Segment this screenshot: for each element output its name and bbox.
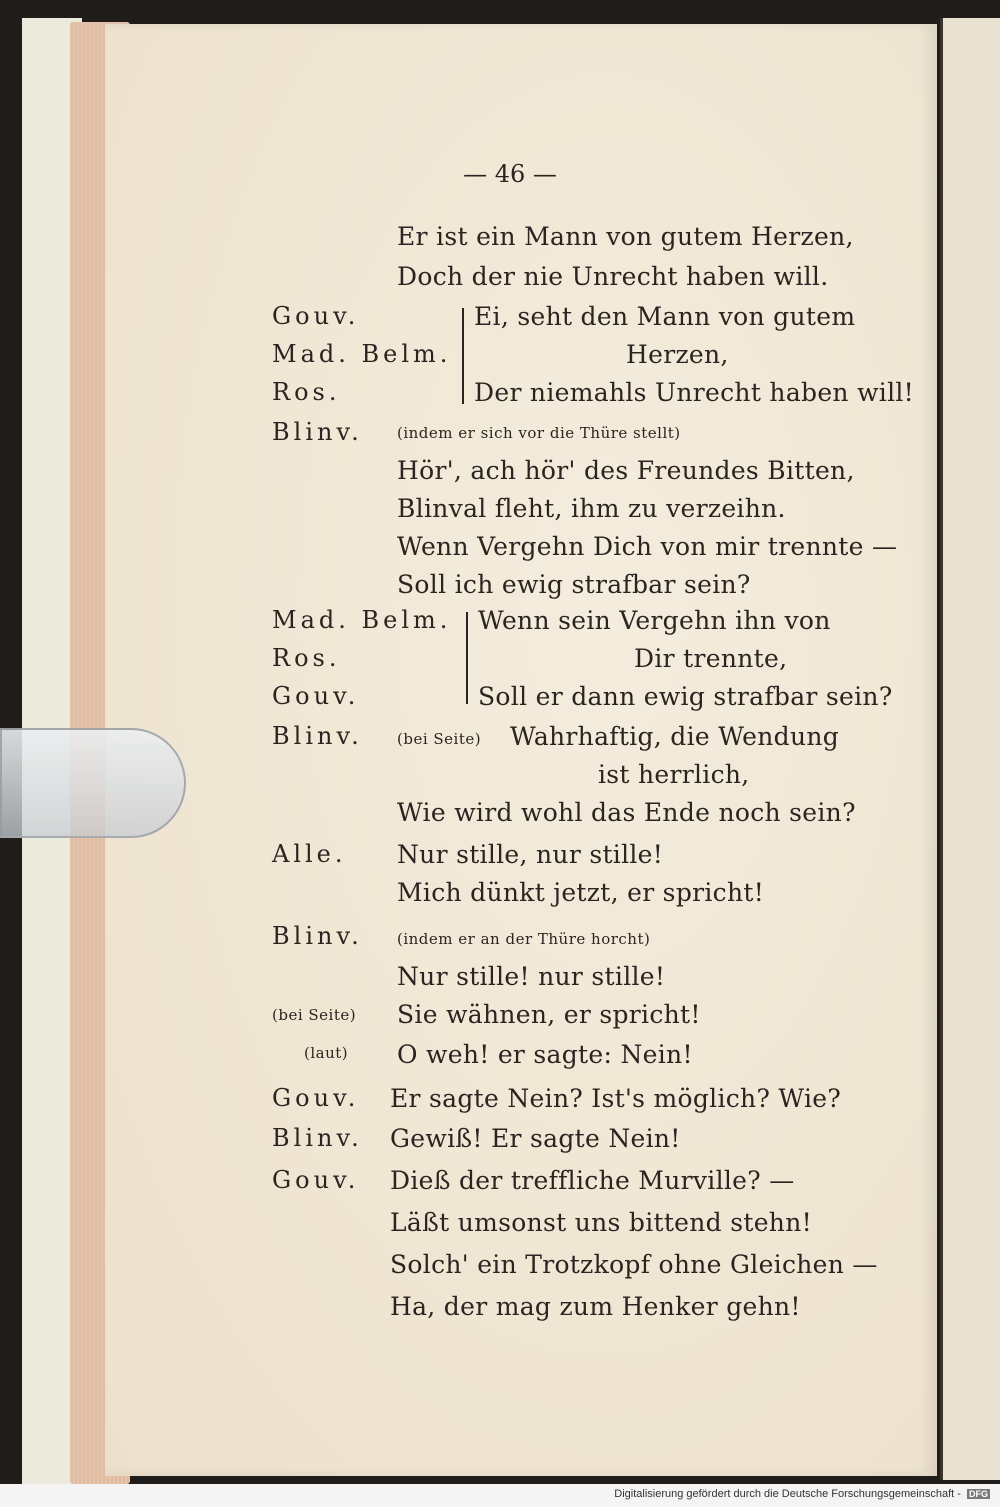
speaker-mad-belm: Mad. Belm. <box>272 340 452 368</box>
verse-line: Er sagte Nein? Ist's möglich? Wie? <box>390 1084 842 1113</box>
verse-line: Solch' ein Trotzkopf ohne Gleichen — <box>390 1250 878 1279</box>
verse-line: Dir trennte, <box>634 644 788 673</box>
next-page-strip <box>940 18 1000 1480</box>
glass-clip <box>0 728 186 838</box>
stage-direction: (laut) <box>304 1044 349 1062</box>
verse-line: Blinval fleht, ihm zu verzeihn. <box>397 494 786 523</box>
verse-line: Gewiß! Er sagte Nein! <box>390 1124 681 1153</box>
speaker-gouv: Gouv. <box>272 682 360 710</box>
speaker-mad-belm: Mad. Belm. <box>272 606 452 634</box>
verse-line: Sie wähnen, er spricht! <box>397 1000 701 1029</box>
verse-line: Wie wird wohl das Ende noch sein? <box>397 798 856 827</box>
footer-credit <box>614 1488 990 1500</box>
brace <box>462 308 474 404</box>
speaker-gouv: Gouv. <box>272 302 360 330</box>
verse-line: Mich dünkt jetzt, er spricht! <box>397 878 765 907</box>
verse-line: O weh! er sagte: Nein! <box>397 1040 693 1069</box>
verse-line: Nur stille, nur stille! <box>397 840 664 869</box>
verse-line: Doch der nie Unrecht haben will. <box>397 262 829 291</box>
verse-line: Dieß der treffliche Murville? — <box>390 1166 795 1195</box>
stage-direction: (indem er sich vor die Thüre stellt) <box>397 424 681 442</box>
verse-line: Wahrhaftig, die Wendung <box>510 722 840 751</box>
footer-text: Digitalisierung gefördert durch die Deutsche Forschungsgemeinschaft - <box>614 1488 961 1500</box>
verse-line: Läßt umsonst uns bittend stehn! <box>390 1208 812 1237</box>
brace <box>466 612 478 704</box>
speaker-blinv: Blinv. <box>272 418 363 446</box>
verse-line: Der niemahls Unrecht haben will! <box>474 378 915 407</box>
stage-direction: (bei Seite) <box>397 730 482 748</box>
speaker-alle: Alle. <box>272 840 347 868</box>
dfg-logo-icon: DFG <box>969 1489 988 1499</box>
speaker-ros: Ros. <box>272 378 341 406</box>
stage-direction: (bei Seite) <box>272 1006 357 1024</box>
verse-line: Er ist ein Mann von gutem Herzen, <box>397 222 854 251</box>
speaker-blinv: Blinv. <box>272 1124 363 1152</box>
page-number: — 46 — <box>463 160 557 188</box>
verse-line: ist herrlich, <box>598 760 750 789</box>
speaker-blinv: Blinv. <box>272 722 363 750</box>
verse-line: Soll ich ewig strafbar sein? <box>397 570 751 599</box>
verse-line: Ei, seht den Mann von gutem <box>474 302 856 331</box>
verse-line: Wenn Vergehn Dich von mir trennte — <box>397 532 898 561</box>
verse-line: Herzen, <box>626 340 729 369</box>
verse-line: Hör', ach hör' des Freundes Bitten, <box>397 456 855 485</box>
speaker-blinv: Blinv. <box>272 922 363 950</box>
footer-bar <box>0 1484 1000 1507</box>
verse-line: Soll er dann ewig strafbar sein? <box>478 682 893 711</box>
speaker-ros: Ros. <box>272 644 341 672</box>
verse-line: Nur stille! nur stille! <box>397 962 666 991</box>
stage-direction: (indem er an der Thüre horcht) <box>397 930 651 948</box>
verse-line: Ha, der mag zum Henker gehn! <box>390 1292 801 1321</box>
speaker-gouv: Gouv. <box>272 1084 360 1112</box>
speaker-gouv: Gouv. <box>272 1166 360 1194</box>
verse-line: Wenn sein Vergehn ihn von <box>478 606 831 635</box>
